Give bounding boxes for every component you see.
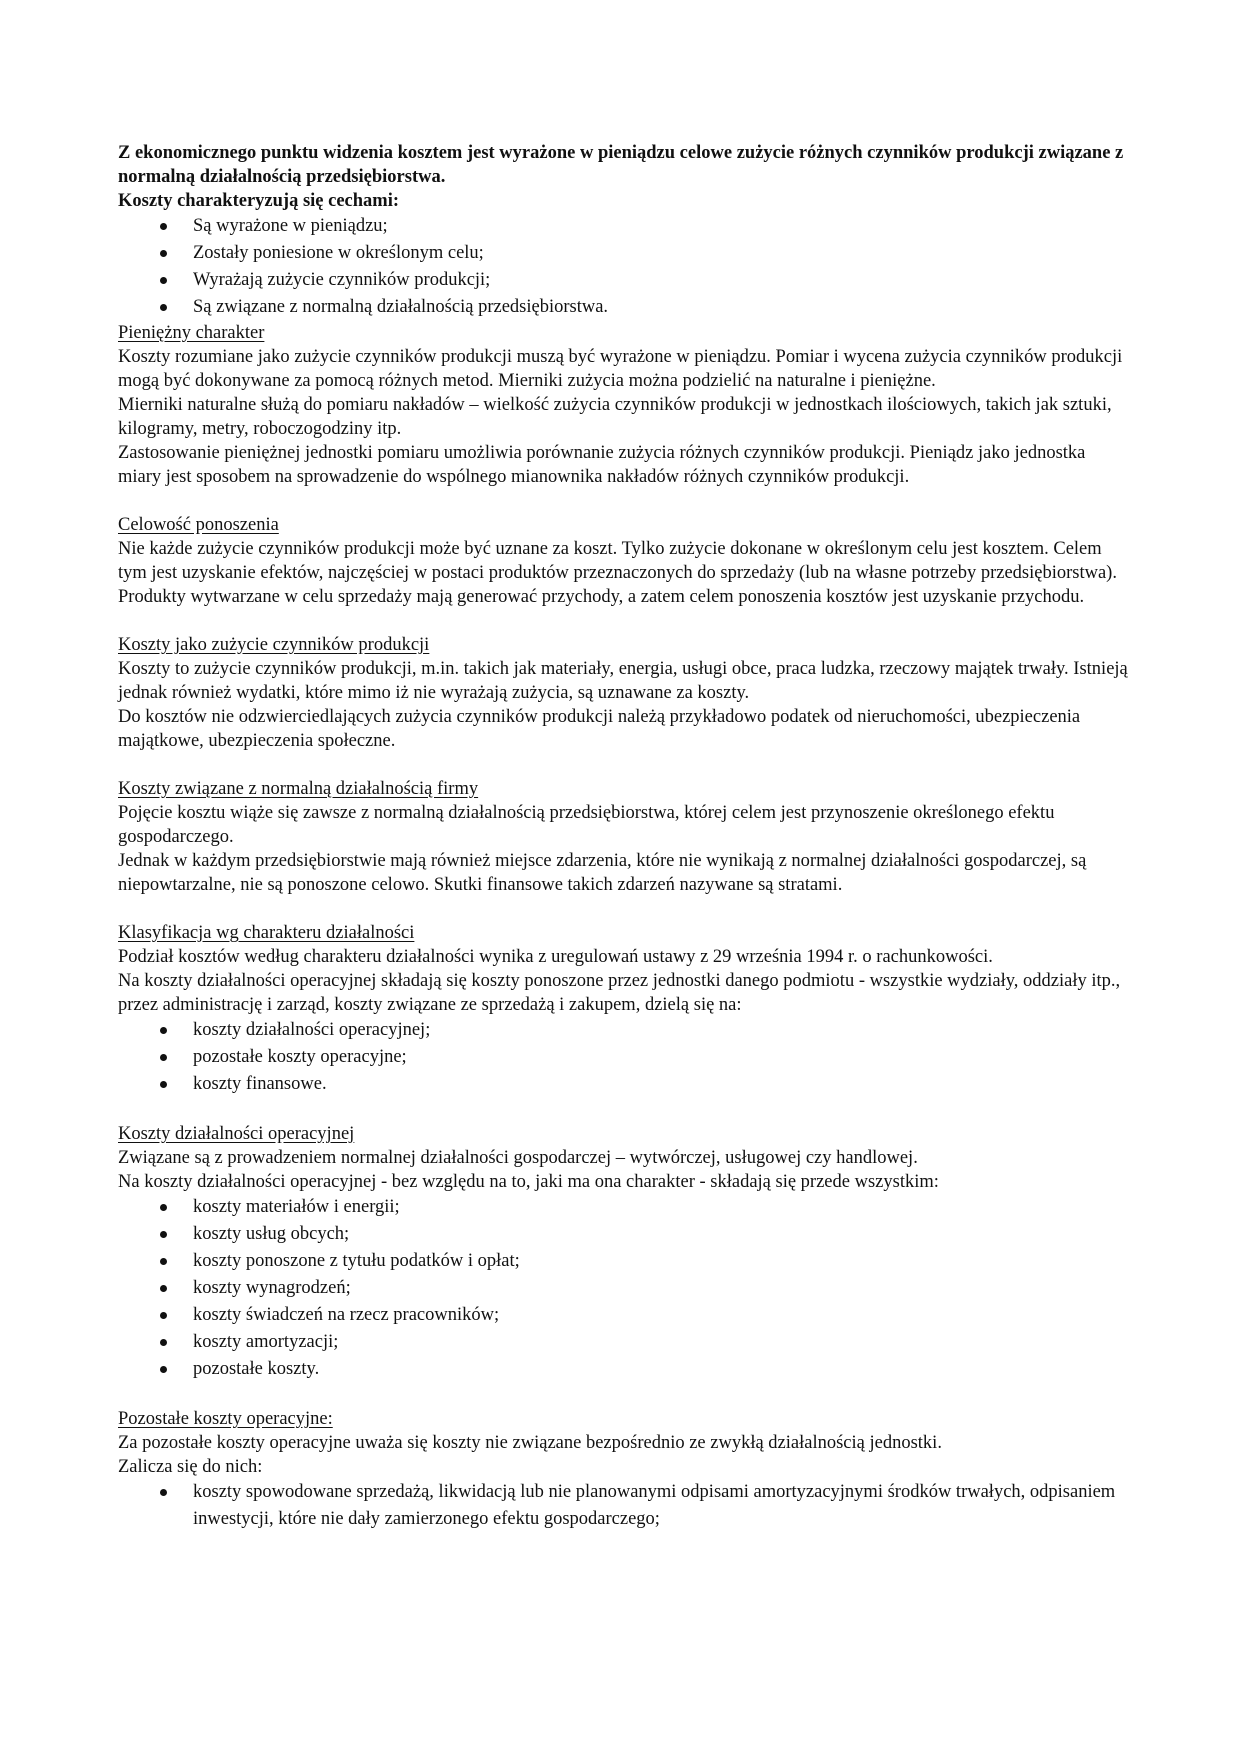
list-item: koszty materiałów i energii;	[193, 1194, 1128, 1221]
paragraph: Pojęcie kosztu wiąże się zawsze z normalną działalnością przedsiębiorstwa, której celem jest przynoszenie określonego efektu gospodarczego.	[118, 803, 1055, 847]
list-item: koszty działalności operacyjnej;	[193, 1017, 1128, 1044]
paragraph: Podział kosztów według charakteru działalności wynika z uregulowań ustawy z 29 września 1994 r. o rachunkowości.	[118, 947, 993, 967]
section-heading-celowosc: Celowość ponoszenia	[118, 515, 279, 535]
section-heading-klasyfikacja: Klasyfikacja wg charakteru działalności	[118, 923, 415, 943]
section-heading-operacyjne: Koszty działalności operacyjnej	[118, 1124, 355, 1144]
list-item: Są wyrażone w pieniądzu;	[193, 213, 1128, 240]
section-heading-pieniezny: Pieniężny charakter	[118, 323, 265, 343]
paragraph: Na koszty działalności operacyjnej składają się koszty ponoszone przez jednostki danego podmiotu - wszystkie wydziały, oddziały itp., przez administrację i zarząd, koszty związane ze sprzedażą i zakupem, dzielą się na:	[118, 971, 1121, 1015]
other-operating-costs-list	[118, 1479, 1128, 1533]
classification-list	[118, 1017, 1128, 1098]
paragraph: Na koszty działalności operacyjnej - bez względu na to, jaki ma ona charakter - składają się przede wszystkim:	[118, 1172, 939, 1192]
list-item: koszty wynagrodzeń;	[193, 1275, 1128, 1302]
paragraph: Związane są z prowadzeniem normalnej działalności gospodarczej – wytwórczej, usługowej czy handlowej.	[118, 1148, 918, 1168]
list-item: Zostały poniesione w określonym celu;	[193, 240, 1128, 267]
paragraph: Do kosztów nie odzwierciedlających zużycia czynników produkcji należą przykładowo podatek od nieruchomości, ubezpieczenia majątkowe, ubezpieczenia społeczne.	[118, 707, 1081, 751]
list-item: Wyrażają zużycie czynników produkcji;	[193, 267, 1128, 294]
list-item: pozostałe koszty.	[193, 1356, 1128, 1383]
section-heading-normalna: Koszty związane z normalną działalnością firmy	[118, 779, 479, 799]
spacer	[118, 753, 1128, 777]
document-page	[118, 141, 1128, 1533]
section-heading-pozostale: Pozostałe koszty operacyjne:	[118, 1409, 333, 1429]
spacer	[118, 897, 1128, 921]
list-item: koszty ponoszone z tytułu podatków i opłat;	[193, 1248, 1128, 1275]
section-heading-zuzycie: Koszty jako zużycie czynników produkcji	[118, 635, 430, 655]
list-item: koszty świadczeń na rzecz pracowników;	[193, 1302, 1128, 1329]
paragraph: Mierniki naturalne służą do pomiaru nakładów – wielkość zużycia czynników produkcji w jednostkach ilościowych, takich jak sztuki, kilogramy, metry, roboczogodziny itp.	[118, 395, 1112, 439]
paragraph: Nie każde zużycie czynników produkcji może być uznane za koszt. Tylko zużycie dokonane w określonym celu jest kosztem. Celem tym jest uzyskanie efektów, najczęściej w postaci produktów przeznaczonych do sprzedaży (lub na własne potrzeby przedsiębiorstwa). Produkty wytwarzane w celu sprzedaży mają generować przychody, a zatem celem ponoszenia kosztów jest uzyskanie przychodu.	[118, 539, 1117, 607]
paragraph: Zalicza się do nich:	[118, 1457, 263, 1477]
operating-costs-list	[118, 1194, 1128, 1383]
spacer	[118, 609, 1128, 633]
spacer	[118, 1098, 1128, 1122]
spacer	[118, 489, 1128, 513]
list-item: Są związane z normalną działalnością przedsiębiorstwa.	[193, 294, 1128, 321]
paragraph: Jednak w każdym przedsiębiorstwie mają również miejsce zdarzenia, które nie wynikają z normalnej działalności gospodarczej, są niepowtarzalne, nie są ponoszone celowo. Skutki finansowe takich zdarzeń nazywane są stratami.	[118, 851, 1087, 895]
list-item: koszty spowodowane sprzedażą, likwidacją lub nie planowanymi odpisami amortyzacyjnymi środków trwałych, odpisaniem inwestycji, które nie dały zamierzonego efektu gospodarczego;	[193, 1479, 1128, 1533]
intro-features-lead: Koszty charakteryzują się cechami:	[118, 191, 400, 211]
features-list	[118, 213, 1128, 321]
list-item: pozostałe koszty operacyjne;	[193, 1044, 1128, 1071]
paragraph: Zastosowanie pieniężnej jednostki pomiaru umożliwia porównanie zużycia różnych czynników produkcji. Pieniądz jako jednostka miary jest sposobem na sprowadzenie do wspólnego mianownika nakładów różnych czynników produkcji.	[118, 443, 1086, 487]
list-item: koszty amortyzacji;	[193, 1329, 1128, 1356]
list-item: koszty finansowe.	[193, 1071, 1128, 1098]
spacer	[118, 1383, 1128, 1407]
intro-definition: Z ekonomicznego punktu widzenia kosztem jest wyrażone w pieniądzu celowe zużycie różnych czynników produkcji związane z normalną działalnością przedsiębiorstwa.	[118, 143, 1124, 187]
paragraph: Koszty to zużycie czynników produkcji, m.in. takich jak materiały, energia, usługi obce, praca ludzka, rzeczowy majątek trwały. Istnieją jednak również wydatki, które mimo iż nie wyrażają zużycia, są uznawane za koszty.	[118, 659, 1128, 703]
paragraph: Za pozostałe koszty operacyjne uważa się koszty nie związane bezpośrednio ze zwykłą działalnością jednostki.	[118, 1433, 942, 1453]
list-item: koszty usług obcych;	[193, 1221, 1128, 1248]
paragraph: Koszty rozumiane jako zużycie czynników produkcji muszą być wyrażone w pieniądzu. Pomiar i wycena zużycia czynników produkcji mogą być dokonywane za pomocą różnych metod. Mierniki zużycia można podzielić na naturalne i pieniężne.	[118, 347, 1123, 391]
